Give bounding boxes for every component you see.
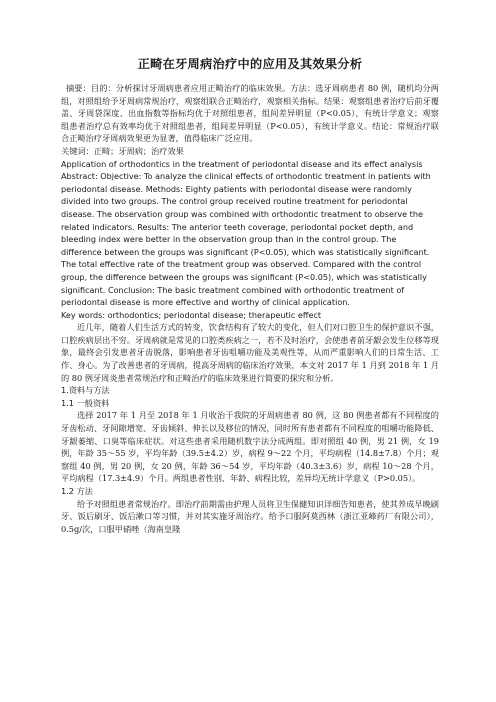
subsection-heading-methods: 1.2 方法 [61,486,93,496]
chinese-keywords: 关键词：正畸；牙周病；治疗效果 [61,145,184,156]
paper-title: 正畸在牙周病治疗中的应用及其效果分析 [137,57,363,71]
english-keywords: Key words: orthodontics; periodontal disease; therapeutic effect [61,309,322,320]
methods-paragraph: 给予对照组患者常规治疗。即治疗前期需由护理人员将卫生保健知识详细告知患者，使其养成早晚刷牙、饭后刷牙、饭后漱口等习惯，并对其实施牙周治疗。给予口服阿莫西林（浙江亚峰药厂有限公司），0.5g/次，口服甲硝唑（海南皇隆 [61,498,439,534]
introduction-paragraph: 近几年，随着人们生活方式的转变，饮食结构有了较大的变化，但人们对口腔卫生的保护意识不强，口腔疾病层出不穷。牙周病就是常见的口腔类疾病之一，若不及时治疗，会使患者前牙龈会发生位移等现象，最终会引发患者牙齿脱落，影响患者牙齿咀嚼功能及美观性等，从而严重影响人们的日常生活、工作、身心。为了改善患者的牙周病，提高牙周病的临床治疗效果，本文对 2017 年 1 月到 2018 年 1 月的 80 例牙周炎患者常规治疗和正畸治疗的临床效果进行简要的探究和分析。 [61,322,439,383]
general-data-paragraph: 选择 2017 年 1 月至 2018 年 1 月收治于我院的牙周病患者 80 例，这 80 例患者都有不同程度的牙齿松动、牙间隙增宽、牙齿倾斜、伸长以及移位的情况，同时所有患者都有不同程度的咀嚼功能降低、牙龈萎缩、口臭等临床症状。对这些患者采用随机数字法分成两组。即对照组 40 例，男 21 例，女 19 例，年龄 35～55 岁，平均年龄（39.5±4.2）岁，病程 9～22 个月，平均病程（14.8±7.8）个月；观察组 40 例，男 20 例，女 20 例，年龄 36～54 岁，平均年龄（40.3±3.6）岁，病程 10～28 个月，平均病程（17.3±4.9）个月。两组患者性别、年龄、病程比较，差异均无统计学意义（P>0.05）。 [61,410,439,484]
chinese-abstract: 摘要：目的：分析探讨牙周病患者应用正畸治疗的临床效果。方法：选牙周病患者 80 例，随机均分两组，对照组给予牙周病常规治疗，观察组联合正畸治疗，观察相关指标。结果：观察组患者治疗后前牙覆盖、牙周袋深度、出血指数等指标均优于对照组患者，组间差异明显（P<0.05），有统计学意义；观察组患者治疗总有效率均优于对照组患者，组间差异明显（P<0.05），有统计学意义。结论：常规治疗联合正畸治疗牙周病效果更为显著，值得临床广泛应用。 [61,83,439,144]
document-page [61,55,439,535]
english-title: Application of orthodontics in the treatment of periodontal disease and its effect analysis [61,158,423,169]
english-abstract: Abstract: Objective: To analyze the clinical effects of orthodontic treatment in patients with periodontal disease. Methods: Eighty patients with periodontal disease were randomly divided into two groups. The control group received routine treatment for periodontal disease. The observation group was combined with orthodontic treatment to observe the related indicators. Results: The anterior teeth coverage, periodontal pocket depth, and bleeding index were better in the observation group than in the control group. The difference between the groups was significant (P<0.05), which was statistically significant. The total effective rate of the treatment group was observed. Compared with the control group, the difference between the groups was significant (P<0.05), which was statistically significant. Conclusion: The basic treatment combined with orthodontic treatment of periodontal disease is more effective and worthy of clinical application. [61,171,431,308]
section-heading-materials-methods: 1.资料与方法 [61,385,110,396]
subsection-heading-general-data: 1.1 一般资料 [61,397,110,408]
